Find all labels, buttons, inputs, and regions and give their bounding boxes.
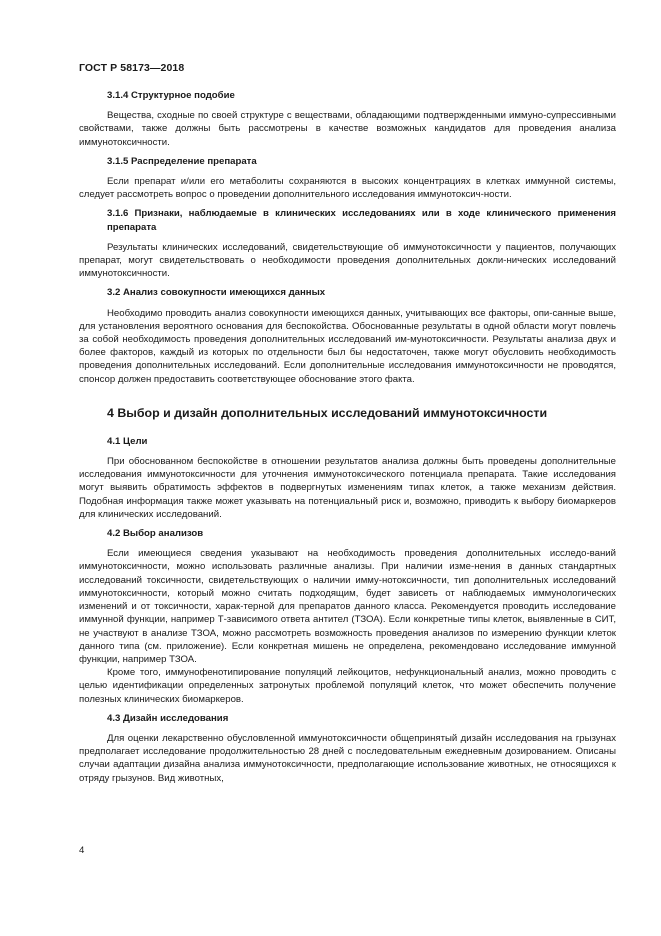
section-heading-4-1: 4.1 Цели: [107, 435, 148, 447]
section-heading-3-2: 3.2 Анализ совокупности имеющихся данных: [107, 287, 326, 299]
paragraph: Для оценки лекарственно обусловленной иммунотоксичности общепринятый дизайн исследования на грызунах предполагает исследование продолжительностью 28 дней с последовательным ежедневным дозированием. Описаны случаи адаптации дизайна анализа иммунотоксичности, предполагающие использование животных, не относящихся к отряду грызунов. Вид животных,: [79, 732, 616, 784]
section-heading-4-3: 4.3 Дизайн исследования: [107, 712, 229, 724]
page-number: 4: [79, 845, 85, 856]
paragraph: Вещества, сходные по своей структуре с веществами, обладающими подтвержденными иммуно-супрессивными свойствами, также должны быть рассмотрены в качестве возможных кандидатов для проведения анализа иммунотоксичности.: [79, 110, 616, 148]
chapter-heading-4: 4 Выбор и дизайн дополнительных исследований иммунотоксичности: [107, 405, 548, 420]
paragraph: Если препарат и/или его метаболиты сохраняются в высоких концентрациях в клетках иммунной системы, следует рассмотреть вопрос о проведении дополнительного исследования иммунотоксич-ности.: [79, 176, 616, 201]
section-heading-4-2: 4.2 Выбор анализов: [107, 528, 204, 540]
section-heading-3-1-5: 3.1.5 Распределение препарата: [107, 155, 257, 167]
document-header: ГОСТ Р 58173—2018: [79, 62, 185, 74]
section-heading-3-1-4: 3.1.4 Структурное подобие: [107, 90, 235, 101]
paragraph: При обоснованном беспокойстве в отношении результатов анализа должны быть проведены дополнительные исследования иммунотоксичности для уточнения иммунотоксического потенциала препарата. Такие исследования могут выявить обратимость эффектов в подвергнутых изменениям типах клеток, а также механизм действия. Подобная информация также может указывать на потенциальный риск и, возможно, приводить к выбору биомаркеров для клинических исследований.: [79, 456, 616, 520]
section-heading-3-1-6: 3.1.6 Признаки, наблюдаемые в клинических исследованиях или в ходе клинического применения препарата: [107, 208, 616, 233]
paragraph: Если имеющиеся сведения указывают на необходимость проведения дополнительных исследо-ваний иммунотоксичности, можно использовать различные анализы. При наличии изме-нения в данных стандартных исследований токсичности, свидетельствующих о наличии имму-нотоксичности, тип дополнительных исследований иммунотоксичности, который можно считать подходящим, будет зависеть от наблюдаемых иммунологических изменений и от токсичности, харак-терной для препаратов данного класса. Рекомендуется проводить исследование иммунной функции, например Т-зависимого ответа антител (ТЗОА). Если конкретные типы клеток, выявленные в СИТ, не участвуют в анализе ТЗОА, можно рассмотреть возможность проведения анализов по измерению функции клеток данного типа (см. приложение). Если конкретная мишень не определена, рекомендовано исследование иммунной функции, например ТЗОА.: [79, 548, 616, 665]
document-body: [79, 89, 616, 791]
paragraph: Кроме того, иммунофенотипирование популяций лейкоцитов, нефункциональный анализ, можно проводить с целью идентификации определенных затронутых проблемой популяций клеток, что может обеспечить получение полезных клинических биомаркеров.: [79, 667, 616, 705]
paragraph: Результаты клинических исследований, свидетельствующие об иммунотоксичности у пациентов, получающих препарат, могут свидетельствовать о необходимости проведения дополнительных докли-нических исследований иммунотоксичности.: [79, 241, 616, 280]
paragraph: Необходимо проводить анализ совокупности имеющихся данных, учитывающих все факторы, опи-санные выше, для установления вероятного основания для беспокойства. Обоснованные результаты в одной области могут повлечь за собой необходимость проведения дополнительных исследований им-мунотоксичности. Результаты анализа двух и более факторов, каждый из которых по отдельности был бы недостаточен, также могут обусловить необходимость проведения дополнительных исследований. Если дополнительные исследования иммунотоксичности не проводятся, спонсор должен предоставить соответствующее обоснование этого факта.: [79, 307, 616, 385]
